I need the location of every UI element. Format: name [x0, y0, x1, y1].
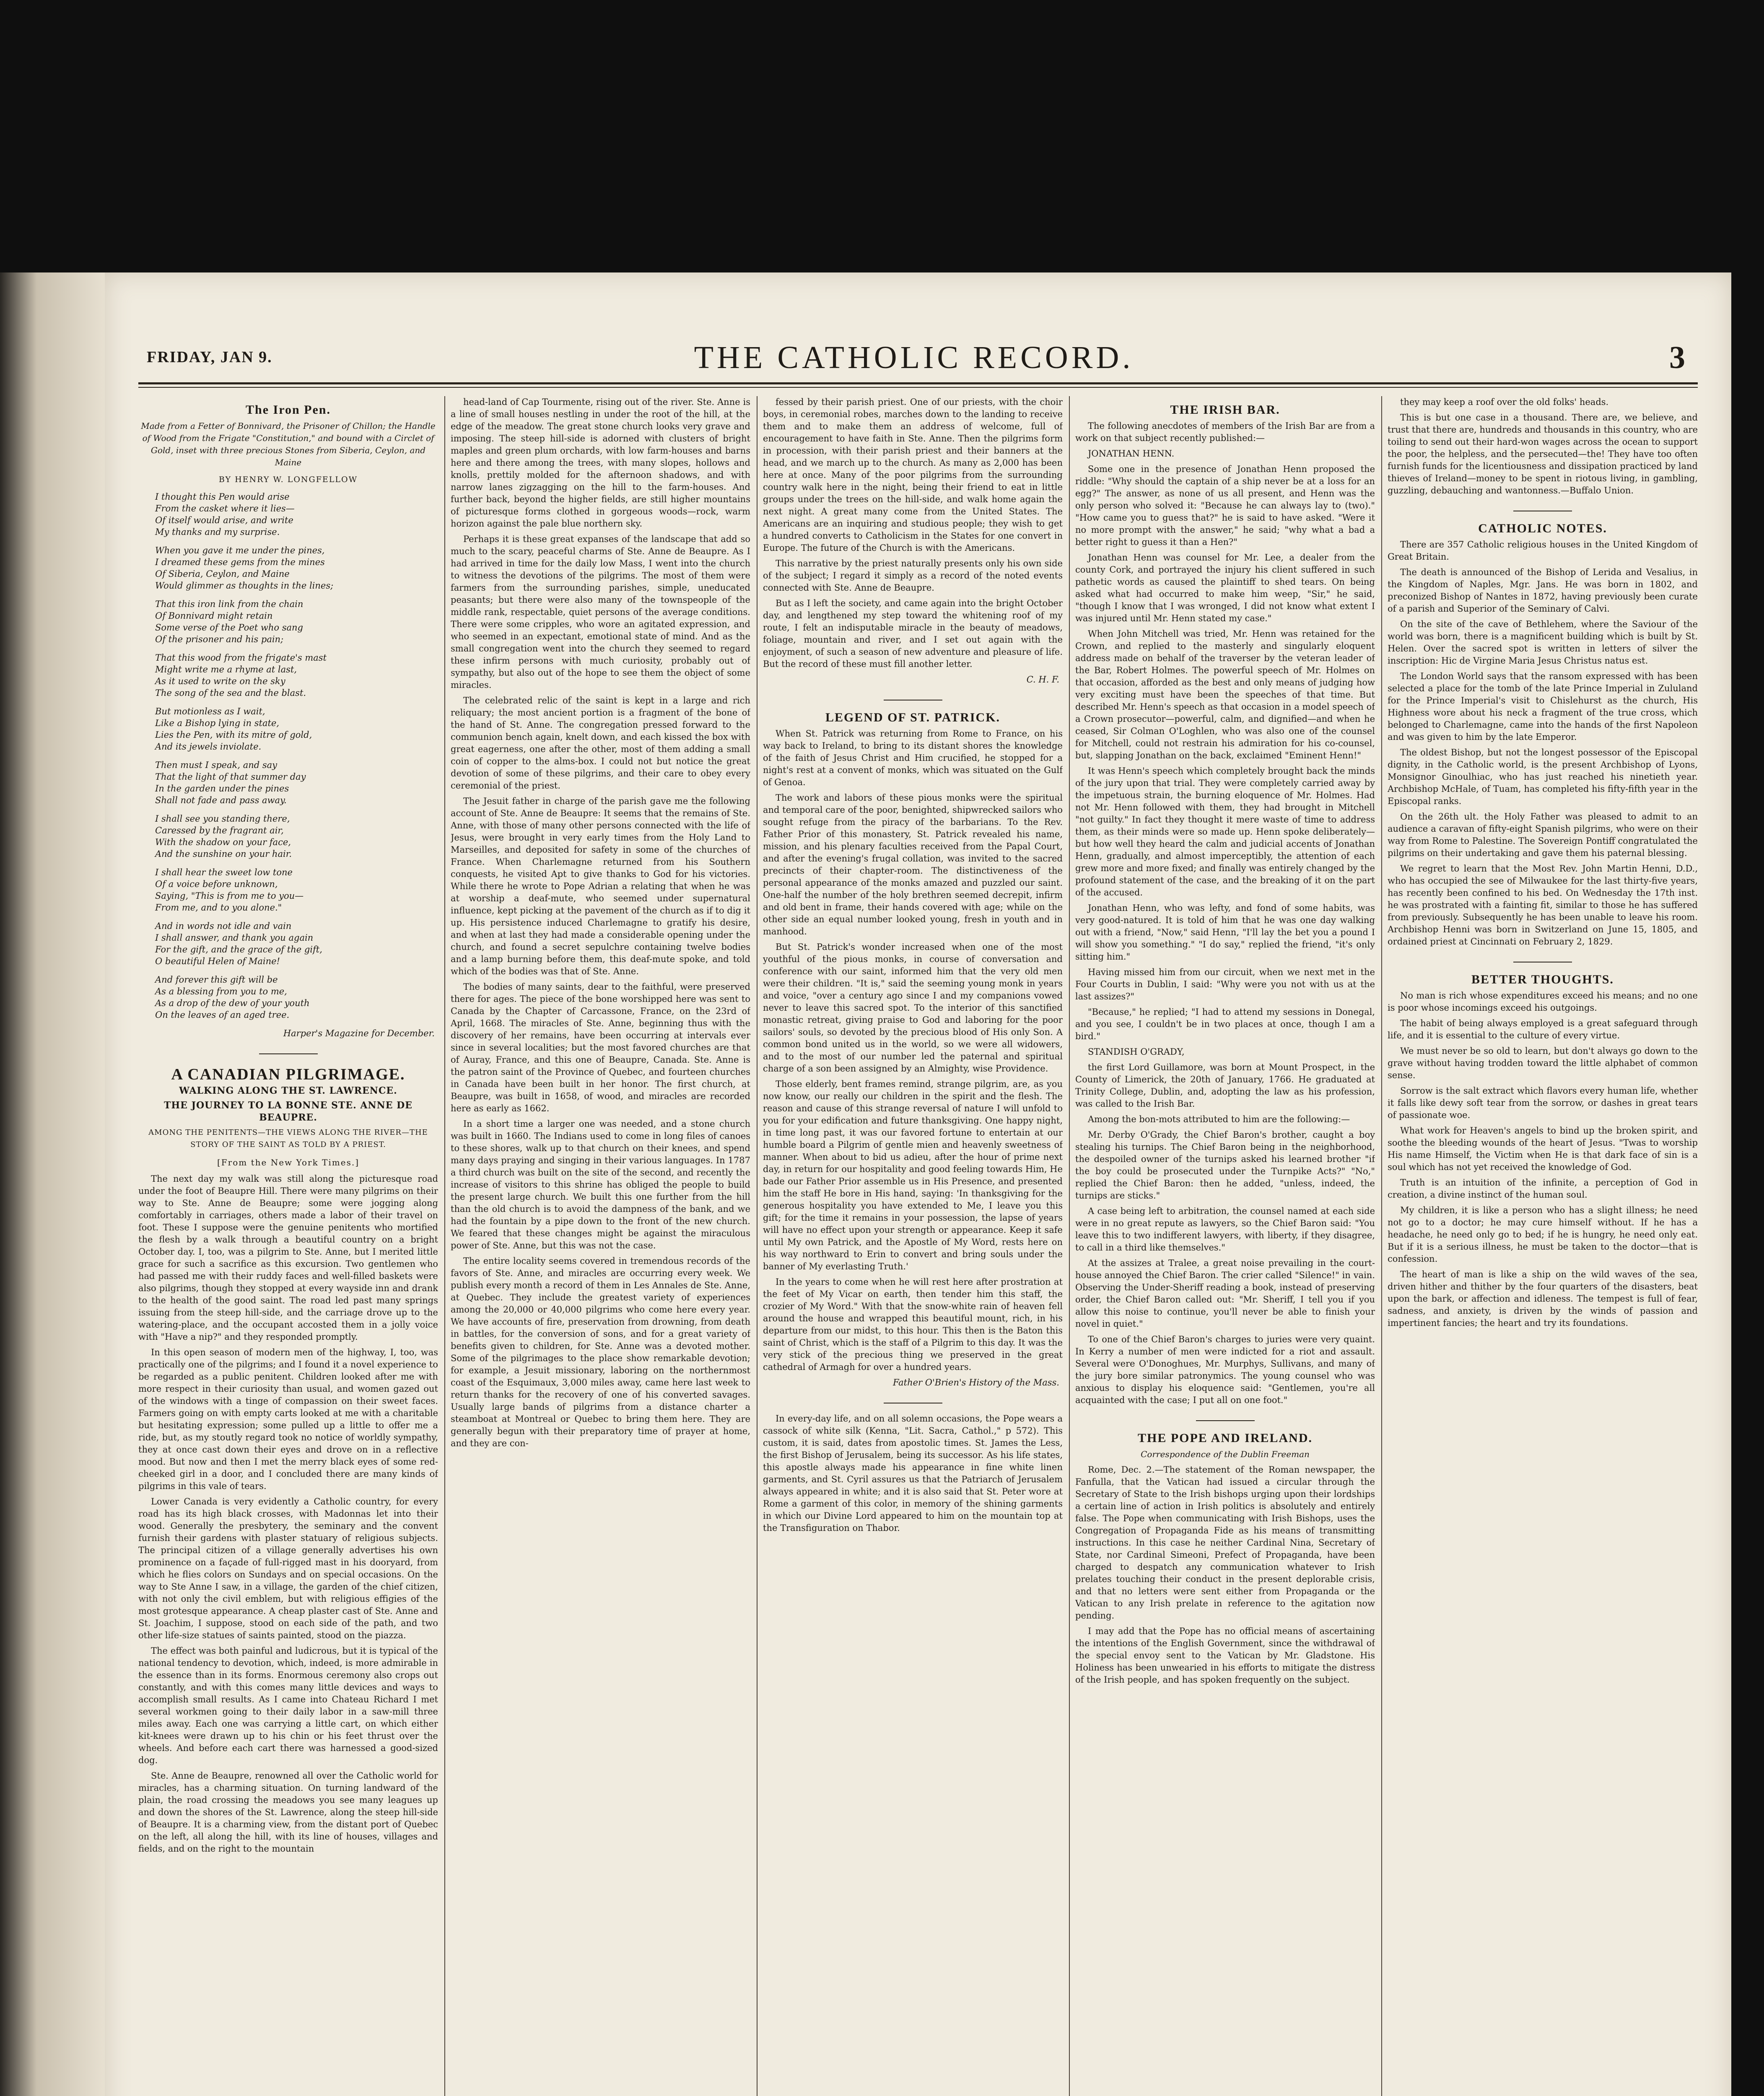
poem-stanza: I thought this Pen would arise From the casket where it lies— Of itself would arise, and write My thanks and my surprise.	[155, 492, 295, 537]
paragraph: I may add that the Pope has no official means of ascertaining the intentions of the English Government, since the withdrawal of the special envoy sent to the Vatican by Mr. Gladstone. His Holiness has been unwearied in his efforts to mitigate the distress of the Irish people, and has spoken frequently on the subject.	[1075, 1626, 1375, 1685]
paragraph: STANDISH O'GRADY,	[1088, 1047, 1185, 1057]
article-body	[138, 1173, 438, 1855]
column-rule	[1381, 396, 1382, 2096]
article-body-continued	[763, 396, 1063, 670]
poem-stanza: I shall see you standing there, Caressed by the fragrant air, With the shadow on your face, And the sunshine on your hair.	[155, 814, 292, 859]
paragraph: Truth is an intuition of the infinite, a perception of God in creation, a divine instinct of the human soul.	[1388, 1178, 1698, 1200]
paragraph: Some one in the presence of Jonathan Henn proposed the riddle: "Why should the captain of a ship never be at a loss for an egg?" The answer, as none of us all present, and Henn was the only person who solved it: "Because he can always lay to (two)." "How came you to guess that?" he is said to have asked. "Were it no more prompt with the answer," he said; "why what a bad a better right to guess it than a Hen?"	[1075, 464, 1375, 547]
masthead-rule	[138, 382, 1698, 388]
paragraph: But St. Patrick's wonder increased when one of the most youthful of the pious monks, in course of conversation and conference with our saint, informed him that the very old men were their children. "It is," said the seeming young monk in years and voice, "over a century ago since I and my companions vowed never to leave this sacred spot. To the interior of this sanctified monastic retreat, giving praise to God and laboring for the poor sailors' souls, so devoted by the precious blood of His only Son. A common bond united us in the world, so we were all widowers, and to the most of our number led the paternal and spiritual charge of a son been assigned by an Almighty, wise Providence.	[763, 942, 1063, 1074]
newspaper-title: THE CATHOLIC RECORD.	[694, 340, 1134, 375]
paragraph: "Because," he replied; "I had to attend my sessions in Donegal, and you see, I couldn't be in two places at once, though I am a bird."	[1075, 1007, 1375, 1041]
paragraph: Having missed him from our circuit, when we next met in the Four Courts in Dublin, I said: "Why were you not with us at the last assizes?"	[1075, 967, 1375, 1001]
paragraph: The heart of man is like a ship on the wild waves of the sea, driven hither and thither by the four quarters of the disasters, beat upon the bark, or affection and idleness. The tempest is full of fear, sadness, and anxiety, is driven by the winds of passion and impertinent fancies; the heart and try its foundations.	[1388, 1269, 1698, 1328]
better-thoughts-body	[1388, 990, 1698, 1329]
irish-bar-title: THE IRISH BAR.	[1170, 403, 1280, 417]
paragraph: head-land of Cap Tourmente, rising out of the river. Ste. Anne is a line of small houses nestling in under the root of the hill, at the edge of the meadow. The great stone church looks very grave and imposing. The steep hill-side is adorned with clusters of bright maples and green plum orchards, with low farm-houses and barns here and there among the trees, with many slopes, hollows and knolls, prettily molded for the afternoon shadows, and with narrow lanes zigzagging on the hill to the farm-houses. And further back, beyond the higher fields, are still higher mountains of picturesque forms clothed in gorgeous woods—rock, warm horizon against the pale blue northern sky.	[451, 397, 750, 529]
column-rule	[444, 396, 445, 2096]
paragraph: My children, it is like a person who has a slight illness; he need not go to a doctor; he may cure himself without. If he has a headache, he need only go to bed; if he is hungry, he need only eat. But if it is a serious illness, he must be taken to the doctor—that is confession.	[1388, 1205, 1698, 1264]
paragraph: JONATHAN HENN.	[1088, 449, 1175, 459]
poem-stanza: That this iron link from the chain Of Bonnivard might retain Some verse of the Poet who sang Of the prisoner and his pain;	[155, 599, 304, 644]
paragraph: Rome, Dec. 2.—The statement of the Roman newspaper, the Fanfulla, that the Vatican had issued a circular through the Secretary of State to the Irish bishops urging upon their lordships a certain line of action in Irish politics is absolutely and entirely false. The Pope when communicating with Irish Bishops, uses the Congregation of Propaganda Fide as his means of transmitting instructions. In this case he neither Cardinal Nina, Secretary of State, nor Cardinal Simeoni, Prefect of Propaganda, have been charged to despatch any communication whatever to Irish prelates touching their conduct in the present deplorable crisis, and that no letters were sent either from Propaganda or the Vatican to any Irish prelate in reference to the agitation now pending.	[1075, 1465, 1375, 1621]
page-number: 3	[1669, 340, 1685, 375]
paragraph: The London World says that the ransom expressed with has been selected a place for the tomb of the late Prince Imperial in Zululand for the Prince Imperial's visit to Chislehurst as the church, His Highness wore about his neck a fragment of the true cross, which belonged to Charlemagne, came into the hands of the first Napoleon and was given to him by the late Emperor.	[1388, 671, 1698, 742]
pope-vestment-note	[763, 1413, 1063, 1534]
paragraph: The celebrated relic of the saint is kept in a large and rich reliquary; the most ancient portion is a fragment of the bone of the hand of St. Anne. The congregation pressed forward to the communion bench again, knelt down, and each kissed the box with great eagerness, one after the other, most of them adding a small coin of copper to the alms-box. I could not but notice the great devotion of some of these pilgrims, and their care to obey every ceremonial of the priest.	[451, 695, 750, 791]
better-thoughts-title: BETTER THOUGHTS.	[1471, 973, 1614, 986]
poem-intro: Made from a Fetter of Bonnivard, the Prisoner of Chillon; the Handle of Wood from the Frigate "Constitution," and bound with a Circlet of Gold, inset with three precious Stones from Siberia, Ceylon, and Maine	[141, 421, 436, 467]
poem-stanza: When you gave it me under the pines, I dreamed these gems from the mines Of Siberia, Ceylon, and Maine Would glimmer as thoughts in the lines;	[155, 545, 334, 591]
one-in-thousand-end	[1388, 396, 1698, 497]
pope-ireland-body	[1075, 1464, 1375, 1686]
paragraph: In every-day life, and on all solemn occasions, the Pope wears a cassock of white silk (Kenna, "Lit. Sacra, Cathol.," p 572). This custom, it is said, dates from apostolic times. St. James the Less, the first Bishop of Jerusalem, being its successor. As his life states, this apostle always made his appearance in fine white linen garments, and St. Cyril assures us that the Patriarch of Jerusalem always appeared in white; and it is also said that St. Peter wore at Rome a garment of this color, in memory of the shining garments in which our Divine Lord appeared to him on the mountain top at the Transfiguration on Thabor.	[763, 1414, 1063, 1533]
paragraph: Perhaps it is these great expanses of the landscape that add so much to the scary, peaceful charms of Ste. Anne de Beaupre. As I had arrived in time for the daily low Mass, I went into the church to witness the devotions of the pilgrims. The most of them were farmers from the surrounding parishes, simple, uneducated peasants; but there were also many of the townspeople of the middle rank, respectable, quiet persons of the average conditions. There were some cripples, who wore an agitated expression, and who seemed in an expectant, emotional state of mind. And as the small congregation went into the church they seemed to regard these infirm persons with much curiosity, probably out of sympathy, but also out of the hope to see them the object of some miracles.	[451, 534, 750, 690]
catholic-notes-title: CATHOLIC NOTES.	[1478, 521, 1607, 535]
paragraph: On the 26th ult. the Holy Father was pleased to admit to an audience a caravan of fifty-eight Spanish pilgrims, who were on their way from Rome to Palestine. The Sovereign Pontiff congratulated the pilgrims on their undertaking and gave them his paternal blessing.	[1388, 812, 1698, 858]
poem-stanza: I shall hear the sweet low tone Of a voice before unknown, Saying, "This is from me to you— From me, and to you alone."	[155, 867, 304, 913]
paragraph: It was Henn's speech which completely brought back the minds of the jury upon that trial. They were completely carried away by the impetuous strain, the burning eloquence of Mr. Holmes. Had not Mr. Henn followed with them, they had brought in Mitchell "not guilty." In fact they thought it mere waste of time to address them, as their minds were so made up. Henn spoke deliberately—but how well they heard the calm and judicial accents of Jonathan Henn, gradually, and almost imperceptibly, the attention of each grew more and more fixed; and finally was entirely changed by the profound statement of the case, and the breaking of it on the part of the accused.	[1075, 766, 1375, 898]
paragraph: This narrative by the priest naturally presents only his own side of the subject; I regard it simply as a record of the noted events connected with Ste. Anne de Beaupre.	[763, 558, 1063, 593]
column-rule	[1069, 396, 1070, 2096]
paragraph: Among the bon-mots attributed to him are the following:—	[1088, 1114, 1350, 1124]
column-2	[451, 396, 750, 2096]
section-divider	[1388, 954, 1698, 966]
column-3	[763, 396, 1063, 2096]
poem-stanzas	[138, 491, 438, 1021]
paragraph: The following anecdotes of members of the Irish Bar are from a work on that subject recently published:—	[1075, 421, 1375, 443]
paragraph: The work and labors of these pious monks were the spiritual and temporal care of the poor, benighted, shipwrecked sailors who sought refuge from the piracy of the barbarians. To the Rev. Father Prior of this monastery, St. Patrick revealed his name, mission, and his plenary faculties received from the Papal Court, and after the evening's frugal collation, was invited to the sacred precincts of their chapter-room. The distinctiveness of the personal appearance of the monks amazed and puzzled our saint. One-half the number of the holy brethren seemed decrepit, infirm and old bent in frame, their hands covered with age; while on the other side an equal number looked young, fresh in youth and in manhood.	[763, 793, 1063, 936]
paragraph: In a short time a larger one was needed, and a stone church was built in 1660. The Indians used to come in long files of canoes to these shores, walk up to that church on their knees, and spend many days praying and singing in their various languages. In 1787 a third church was built on the site of the second, and recently the increase of visitors to this shrine has obliged the people to build the present large church. We built this one further from the hill than the old church is to avoid the dampness of the bank, and we had the fountain by a pipe down to the front of the new church. We feared that these changes might be against the miraculous power of Ste. Anne, but this was not the case.	[451, 1119, 750, 1250]
paragraph: To one of the Chief Baron's charges to juries were very quaint. In Kerry a number of men were indicted for a riot and assault. Several were O'Donoghues, Mr. Murphys, Sullivans, and many of the jury bore similar patronymics. The young counsel who was anxious to display his eloquence said: "Gentlemen, you're all acquainted with the case; I put all on one foot."	[1075, 1334, 1375, 1405]
paragraph: What work for Heaven's angels to bind up the broken spirit, and soothe the bleeding wounds of the heart of Jesus. "Twas to worship His name Himself, the Victim when He is that dark face of sin is a soul which has not yet received the knowledge of God.	[1388, 1126, 1698, 1172]
poem-stanza: But motionless as I wait, Like a Bishop lying in state, Lies the Pen, with its mitre of gold, And its jewels inviolate.	[155, 706, 312, 752]
section-divider	[1388, 503, 1698, 515]
issue-date: FRIDAY, JAN 9.	[147, 348, 272, 366]
article-subtitle-2: THE JOURNEY TO LA BONNE STE. ANNE DE BEAUPRE.	[164, 1100, 412, 1123]
poem-byline: BY HENRY W. LONGFELLOW	[218, 475, 358, 484]
paragraph: The habit of being always employed is a great safeguard through life, and it is essential to the culture of every virtue.	[1388, 1018, 1698, 1040]
paragraph: The death is announced of the Bishop of Lerida and Vesalius, in the Kingdom of Naples, Mgr. Jans. He was born in 1802, and preconized Bishop of Nantes in 1872, having previously been curate of a parish and Superior of the Seminary of Calvi.	[1388, 567, 1698, 614]
pope-ireland-title: THE POPE AND IRELAND.	[1137, 1431, 1313, 1445]
section-divider	[763, 692, 1063, 704]
poem-stanza: That this wood from the frigate's mast Might write me a rhyme at last, As it used to write on the sky The song of the sea and the blast.	[155, 653, 327, 698]
poem-stanza: And forever this gift will be As a blessing from you to me, As a drop of the dew of your youth On the leaves of an aged tree.	[155, 975, 310, 1020]
newspaper-page	[105, 272, 1731, 2096]
paragraph: Mr. Derby O'Grady, the Chief Baron's brother, caught a boy stealing his turnips. The Chief Baron being in the neighborhood, the despoiled owner of the turnips asked his learned brother "if the boy could be prosecuted under the Turnpike Acts?" "No," replied the Chief Baron: then he added, "unless, indeed, the turnips are sticks."	[1075, 1130, 1375, 1201]
article-body-continued	[451, 396, 750, 1450]
section-divider	[1075, 1412, 1375, 1424]
paragraph: The oldest Bishop, but not the longest possessor of the Episcopal dignity, in the Catholic world, is the present Archbishop of Lyons, Monsignor Ginoulhiac, who has just reached his ninetieth year. Archbishop McHale, of Tuam, has completed his fifty-fifth year in the Episcopal ranks.	[1388, 747, 1698, 806]
poem-stanza: And in words not idle and vain I shall answer, and thank you again For the gift, and the grace of the gift, O beautiful Helen of Maine!	[155, 921, 322, 966]
legend-source: Father O'Brien's History of the Mass.	[892, 1377, 1059, 1388]
paragraph: No man is rich whose expenditures exceed his means; and no one is poor whose incomings exceed his outgoings.	[1388, 991, 1698, 1013]
paragraph: When St. Patrick was returning from Rome to France, on his way back to Ireland, to bring to its distant shores the knowledge of the faith of Jesus Christ and Him crucified, he stopped for a night's rest at a convent of monks, which was situated on the Gulf of Genoa.	[763, 729, 1063, 787]
paragraph: On the site of the cave of Bethlehem, where the Saviour of the world was born, there is a magnificent building which is built by St. Helen. Over the sacred spot is written in letters of silver the inscription: Hic de Virgine Maria Jesus Christus natus est.	[1388, 619, 1698, 666]
masthead	[130, 340, 1698, 377]
paragraph: the first Lord Guillamore, was born at Mount Prospect, in the County of Limerick, the 20th of January, 1766. He graduated at Trinity College, Dublin, and, adopting the law as his profession, was called to the Irish Bar.	[1075, 1062, 1375, 1109]
legend-body	[763, 728, 1063, 1373]
poem-source: Harper's Magazine for December.	[283, 1028, 435, 1038]
paragraph: fessed by their parish priest. One of our priests, with the choir boys, in ceremonial robes, marches down to the landing to receive them and to make them an address of welcome, full of encouragement to have faith in Ste. Anne. Then the pilgrims form in procession, with their parish priest and their banners at the head, and we march up to the church. As many as 2,000 has been here at once. Many of the poor pilgrims from the surrounding country walk here in the night, being their friend to eat in little groups under the trees on the hill-side, and walk home again the next night. A great many come from the United States. The Americans are an inquiring and studious people; they wish to get a hundred converts to Catholicism in the States for one convert in Europe. The future of the Church is with the Americans.	[763, 397, 1063, 553]
paragraph: Jonathan Henn was counsel for Mr. Lee, a dealer from the county Cork, and portrayed the injury his client suffered in such pathetic words as caused the plaintiff to shed tears. On being asked what had occurred to make him weep, "Sir," he said, "though I know that I was wronged, I did not know what extent I was injured until Mr. Henn stated my case."	[1075, 553, 1375, 623]
article-signature: C. H. F.	[1026, 674, 1059, 685]
paragraph: But as I left the society, and came again into the bright October day, and lengthened my step toward the whitening roof of my route, I felt an indisputable miracle in the beauty of meadows, foliage, mountain and river, and I set out again with the enjoyment, of such a season of new adventure and pleasure of life. But the record of these must fill another letter.	[763, 598, 1063, 669]
legend-title: LEGEND OF ST. PATRICK.	[825, 711, 1001, 724]
irish-bar-body	[1075, 420, 1375, 1406]
paragraph: The effect was both painful and ludicrous, but it is typical of the national tendency to devotion, which, indeed, is more admirable in the essence than in its forms. Enormous ceremony also crops out constantly, and with this comes many little devices and ways to accomplish small results. As I came into Chateau Richard I met several workmen going to their daily labor in a saw-mill three miles away. Each one was carrying a little cart, on which either kit-knees were drawn up to his chin or his feet thrust over the wheels. And before each cart there was harnessed a good-sized dog.	[138, 1646, 438, 1765]
paragraph: The next day my walk was still along the picturesque road under the foot of Beaupre Hill. There were many pilgrims on their way to Ste. Anne de Beaupre; some were jogging along comfortably in carriages, others made a labor of their travel on foot. These I suppose were the genuine penitents who mortified the flesh by a walk through a beautiful country on a bright October day. I, too, was a pilgrim to Ste. Anne, but I merited little grace for such a sacrifice as this excursion. Two gentlemen who had passed me with their ruddy faces and well-filled baskets were also pilgrims, though they stopped at every wayside inn and drank to the health of the good saint. The road led past many springs issuing from the steep hill-side, and the carriage drove up to the watering-place, and the occupant accosted them in a jolly voice with "Have a nip?" and they responded promptly.	[138, 1174, 438, 1342]
paragraph: When John Mitchell was tried, Mr. Henn was retained for the Crown, and replied to the masterly and singularly eloquent address made on behalf of the traverser by the veteran leader of the Bar, Robert Holmes. The powerful speech of Mr. Holmes on that occasion, afforded as the best and only means of judging how very exciting must have been the speeches of that time. But described Mr. Henn's speech as that occasion in a model speech of a Crown prosecutor—powerful, calm, and dignified—and when he ceased, Sir Colman O'Loghlen, who was also one of the counsel for Mitchell, could not restrain his admiration for his co-counsel, but, slapping Jonathan on the back, exclaimed "Eminent Henn!"	[1075, 629, 1375, 760]
pope-ireland-source: Correspondence of the Dublin Freeman	[1141, 1449, 1310, 1459]
section-divider	[138, 1045, 438, 1058]
paragraph: This is but one case in a thousand. There are, we believe, and trust that there are, hundreds and thousands in this country, who are toiling to send out their hard-won wages across the ocean to support the poor, the helpless, and the persecuted—the! They have too often furnish funds for the licentiousness and dissipation practiced by land thieves of Ireland—money to be spent in riotous living, in gambling, guzzling, debauching and wantonness.—Buffalo Union.	[1388, 412, 1698, 495]
previous-page-edge	[0, 272, 105, 2096]
paragraph: There are 357 Catholic religious houses in the United Kingdom of Great Britain.	[1388, 540, 1698, 562]
paragraph: Lower Canada is very evidently a Catholic country, for every road has its high black crosses, with Madonnas let into their wood. Generally the presbytery, the seminary and the convent furnish their gardens with plaster statuary of religious subjects. The principal citizen of a village generally advertises his own prominence on a façade of full-rigged mast in his dooryard, from which he flies colors on Sundays and on special occasions. On the way to Ste Anne I saw, in a village, the garden of the chief citizen, with not only the civil emblem, but with religious effigies of the most grotesque appearance. A cheap plaster cast of Ste. Anne and St. Joachim, I suppose, stood on each side of the path, and two other life-size statues of saints painted, stood on the piazza.	[138, 1497, 438, 1640]
article-deck: AMONG THE PENITENTS—THE VIEWS ALONG THE RIVER—THE STORY OF THE SAINT AS TOLD BY A PRIEST.	[148, 1128, 428, 1149]
column-5	[1388, 396, 1698, 2096]
paragraph: A case being left to arbitration, the counsel named at each side were in no great repute as lawyers, so the Chief Baron said: "You leave this to two indifferent lawyers, with liberty, if they disagree, to call in a third like themselves."	[1075, 1206, 1375, 1253]
paragraph: The entire locality seems covered in tremendous records of the favors of Ste. Anne, and miracles are occurring every week. We publish every month a record of them in Les Annales de Ste. Anne, at Quebec. They include the greatest variety of experiences among the 20,000 or 40,000 pilgrims who come here every year. We have accounts of fire, preservation from drowning, from death in battles, for the conversion of sons, and for a great variety of benefits given to children, for Ste. Anne was a devoted mother. Some of the pilgrimages to the place show remarkable devotion; for example, a Jesuit missionary, laboring on the northernmost coast of the Esquimaux, 3,000 miles away, came here last week to return thanks for the recovery of one of his converted savages. Usually large bands of pilgrims from a distance charter a steamboat at Montreal or Quebec to bring them here. They are generally begun with their preparatory time of prayer at home, and they are con-	[451, 1256, 750, 1448]
column-1	[138, 396, 438, 2096]
paragraph: We regret to learn that the Most Rev. John Martin Henni, D.D., who has occupied the see of Milwaukee for the last thirty-five years, has recently been confined to his bed. On Wednesday the 17th inst. he was prostrated with a fainting fit, similar to those he has suffered from previously. Subsequently he has been unable to leave his room. Archbishop Henni was born in Switzerland on June 15, 1805, and ordained priest at Cincinnati on February 2, 1829.	[1388, 864, 1698, 947]
poem-stanza: Then must I speak, and say That the light of that summer day In the garden under the pines Shall not fade and pass away.	[155, 760, 306, 805]
paragraph: The Jesuit father in charge of the parish gave me the following account of Ste. Anne de Beaupre: It seems that the remains of Ste. Anne, with those of many other persons connected with the life of Jesus, were brought in very early times from the Holy Land to Marseilles, and deposited for safety in some of the churches of France. When Charlemagne returned from his Southern conquests, he visited Apt to give thanks to God for his victories. While there he wrote to Pope Adrian a relating that when he was at worship a deaf-mute, who seemed under supernatural influence, kept picking at the pavement of the church as if to dig it up. His persistence induced Charlemagne to gratify his desire, and when at last they had made a considerable opening under the church, and found a secret sepulchre containing twelve bodies and a lamp burning before them, this deaf-mute spoke, and told which of the bodies was that of Ste. Anne.	[451, 796, 750, 976]
paragraph: We must never be so old to learn, but don't always go down to the grave without having trodden toward the little alphabet of common sense.	[1388, 1046, 1698, 1080]
paragraph: In this open season of modern men of the highway, I, too, was practically one of the pilgrims; and I found it a novel experience to be regarded as a public penitent. Children looked after me with more respect in their curiosity than usual, and women gazed out of the windows with a tinge of compassion on their sweet faces. Farmers going on with empty carts looked at me with a charitable but hesitating expression; some pulled up a little to offer me a ride, but, as my stoutly regard took no notice of worldly sympathy, they at once cast down their eyes and drove on in a reflective mood. But now and then I met the merry black eyes of some red-cheeked girl in a door, and I concluded there are many kinds of pilgrims in this vale of tears.	[138, 1347, 438, 1491]
paragraph: Sorrow is the salt extract which flavors every human life, whether it falls like dewy soft tear from the sorrow, or dashes in great tears of passionate woe.	[1388, 1086, 1698, 1120]
poem-title: The Iron Pen.	[246, 403, 331, 417]
paragraph: The bodies of many saints, dear to the faithful, were preserved there for ages. The piece of the bone worshipped here was sent to Canada by the Chapter of Carcassone, France, on the 23rd of April, 1668. The miracles of Ste. Anne, beginning thus with the discovery of her remains, have been occurring at intervals ever since in several localities; but the most favored churches are that of Auray, France, and this one of Beaupre, Canada. Ste. Anne is the patron saint of the Province of Quebec, and fourteen churches in Canada have been built in her honor. The first church, at Beaupre, was built in 1658, of wood, and miracles are recorded here as early as 1662.	[451, 982, 750, 1113]
column-4	[1075, 396, 1375, 2096]
paragraph: At the assizes at Tralee, a great noise prevailing in the court-house annoyed the Chief Baron. The crier called "Silence!" in vain. Observing the Under-Sheriff reading a book, instead of preserving order, the Chief Baron called out: "Mr. Sheriff, I tell you if you allow this noise to continue, you'll never be able to finish your novel in quiet."	[1075, 1258, 1375, 1329]
catholic-notes-body	[1388, 539, 1698, 948]
article-subtitle: WALKING ALONG THE ST. LAWRENCE.	[179, 1085, 397, 1096]
paragraph: Ste. Anne de Beaupre, renowned all over the Catholic world for miracles, has a charming situation. On turning landward of the plain, the road crossing the meadows you see many leagues up and down the shores of the St. Lawrence, along the steep hill-side of Beaupre. It is a charming view, from the distant port of Quebec on the left, all along the hill, with its line of houses, villages and fields, and on the right to the mountain	[138, 1771, 438, 1854]
paragraph: Jonathan Henn, who was lefty, and fond of some habits, was very good-natured. It is told of him that he was one day walking out with a friend, "Now," said Henn, "I'll lay the bet you a pound I will show you something." "I do say," replied the friend, "it's only sitting him."	[1075, 903, 1375, 962]
article-title: A CANADIAN PILGRIMAGE.	[171, 1066, 405, 1083]
paragraph: In the years to come when he will rest here after prostration at the feet of My Vicar on earth, then tender him this staff, the crozier of My Word." With that the snow-white rain of heaven fell around the house and wrapped this beautiful mount, rich, in his departure from our midst, to this hour. This then is the Baton this saint of Christ, which is the staff of a Pilgrim to this day. It was the very stick of the precious thing we preserved in the great cathedral of Armagh for over a hundred years.	[763, 1277, 1063, 1372]
section-divider	[763, 1395, 1063, 1407]
article-source: [From the New York Times.]	[217, 1157, 360, 1167]
paragraph: they may keep a roof over the old folks' heads.	[1400, 397, 1609, 407]
paragraph: Those elderly, bent frames remind, strange pilgrim, are, as you now know, our really our children in the spirit and the flesh. The reason and cause of this strange reversal of nature I will unfold to you for your edification and future thanksgiving. One happy night, in time long past, it was our favored fortune to entertain at our humble board a Pilgrim of gentle mien and heavenly sweetness of manner. When about to bid us adieu, after the hour of prime next day, in return for our hospitality and good feeling towards Him, He bade our Father Prior assemble us in His Presence, and presented him the staff He bore in His hand, saying: 'In thanksgiving for the generous hospitality you have extended to Me, I leave you this gift; for the time it remains in your possession, the lapse of years will have no effect upon your strength or appearance. Keep it safe until My own Patrick, and the Apostle of My Word, rests here on his way northward to Erin to convert and bring souls under the banner of My everlasting Truth.'	[763, 1079, 1063, 1271]
